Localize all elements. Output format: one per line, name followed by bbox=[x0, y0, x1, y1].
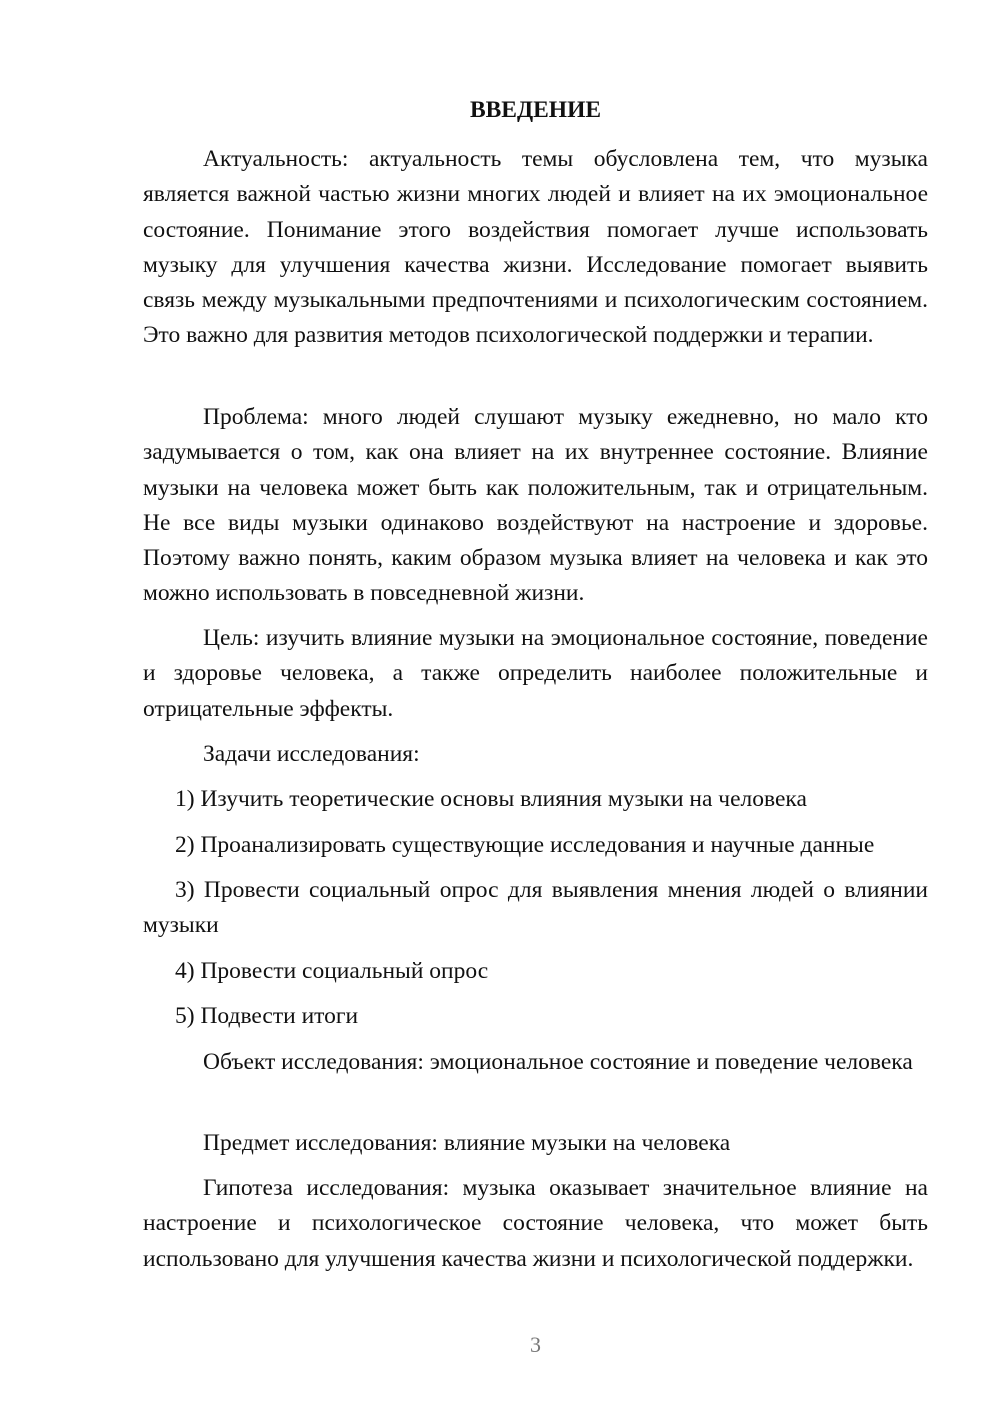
page-number: 3 bbox=[530, 1332, 541, 1357]
task-item-4: 4) Провести социальный опрос bbox=[175, 958, 489, 984]
paragraph-relevance: Актуальность: актуальность темы обусловлена тем, что музыка является важной частью жизни многих людей и влияет на их эмоциональное состояние. Понимание этого воздействия помогает лучше использовать музыку для улучшения качества жизни. Исследование помогает выявить связь между музыкальными предпочтениями и психологическим состоянием. Это важно для развития методов психологической поддержки и терапии. bbox=[143, 146, 928, 349]
task-item-1: 1) Изучить теоретические основы влияния музыки на человека bbox=[175, 786, 807, 812]
paragraph-object: Объект исследования: эмоциональное состояние и поведение человека bbox=[203, 1049, 913, 1075]
paragraph-tasks-heading: Задачи исследования: bbox=[203, 741, 420, 767]
task-item-3: 3) Провести социальный опрос для выявления мнения людей о влиянии музыки bbox=[143, 877, 928, 939]
task-item-2: 2) Проанализировать существующие исследования и научные данные bbox=[175, 832, 875, 858]
task-item-5: 5) Подвести итоги bbox=[175, 1003, 359, 1029]
page-title: ВВЕДЕНИЕ bbox=[469, 97, 602, 123]
paragraph-problem: Проблема: много людей слушают музыку ежедневно, но мало кто задумывается о том, как она влияет на их внутреннее состояние. Влияние музыки на человека может быть как положительным, так и отрицательным. Не все виды музыки одинаково воздействуют на настроение и здоровье. Поэтому важно понять, каким образом музыка влияет на человека и как это можно использовать в повседневной жизни. bbox=[143, 404, 928, 607]
paragraph-hypothesis: Гипотеза исследования: музыка оказывает значительное влияние на настроение и психологическое состояние человека, что может быть использовано для улучшения качества жизни и психологической поддержки. bbox=[143, 1175, 928, 1272]
paragraph-subject: Предмет исследования: влияние музыки на человека bbox=[203, 1130, 731, 1156]
paragraph-goal: Цель: изучить влияние музыки на эмоциональное состояние, поведение и здоровье человека, а также определить наиболее положительные и отрицательные эффекты. bbox=[143, 625, 928, 722]
